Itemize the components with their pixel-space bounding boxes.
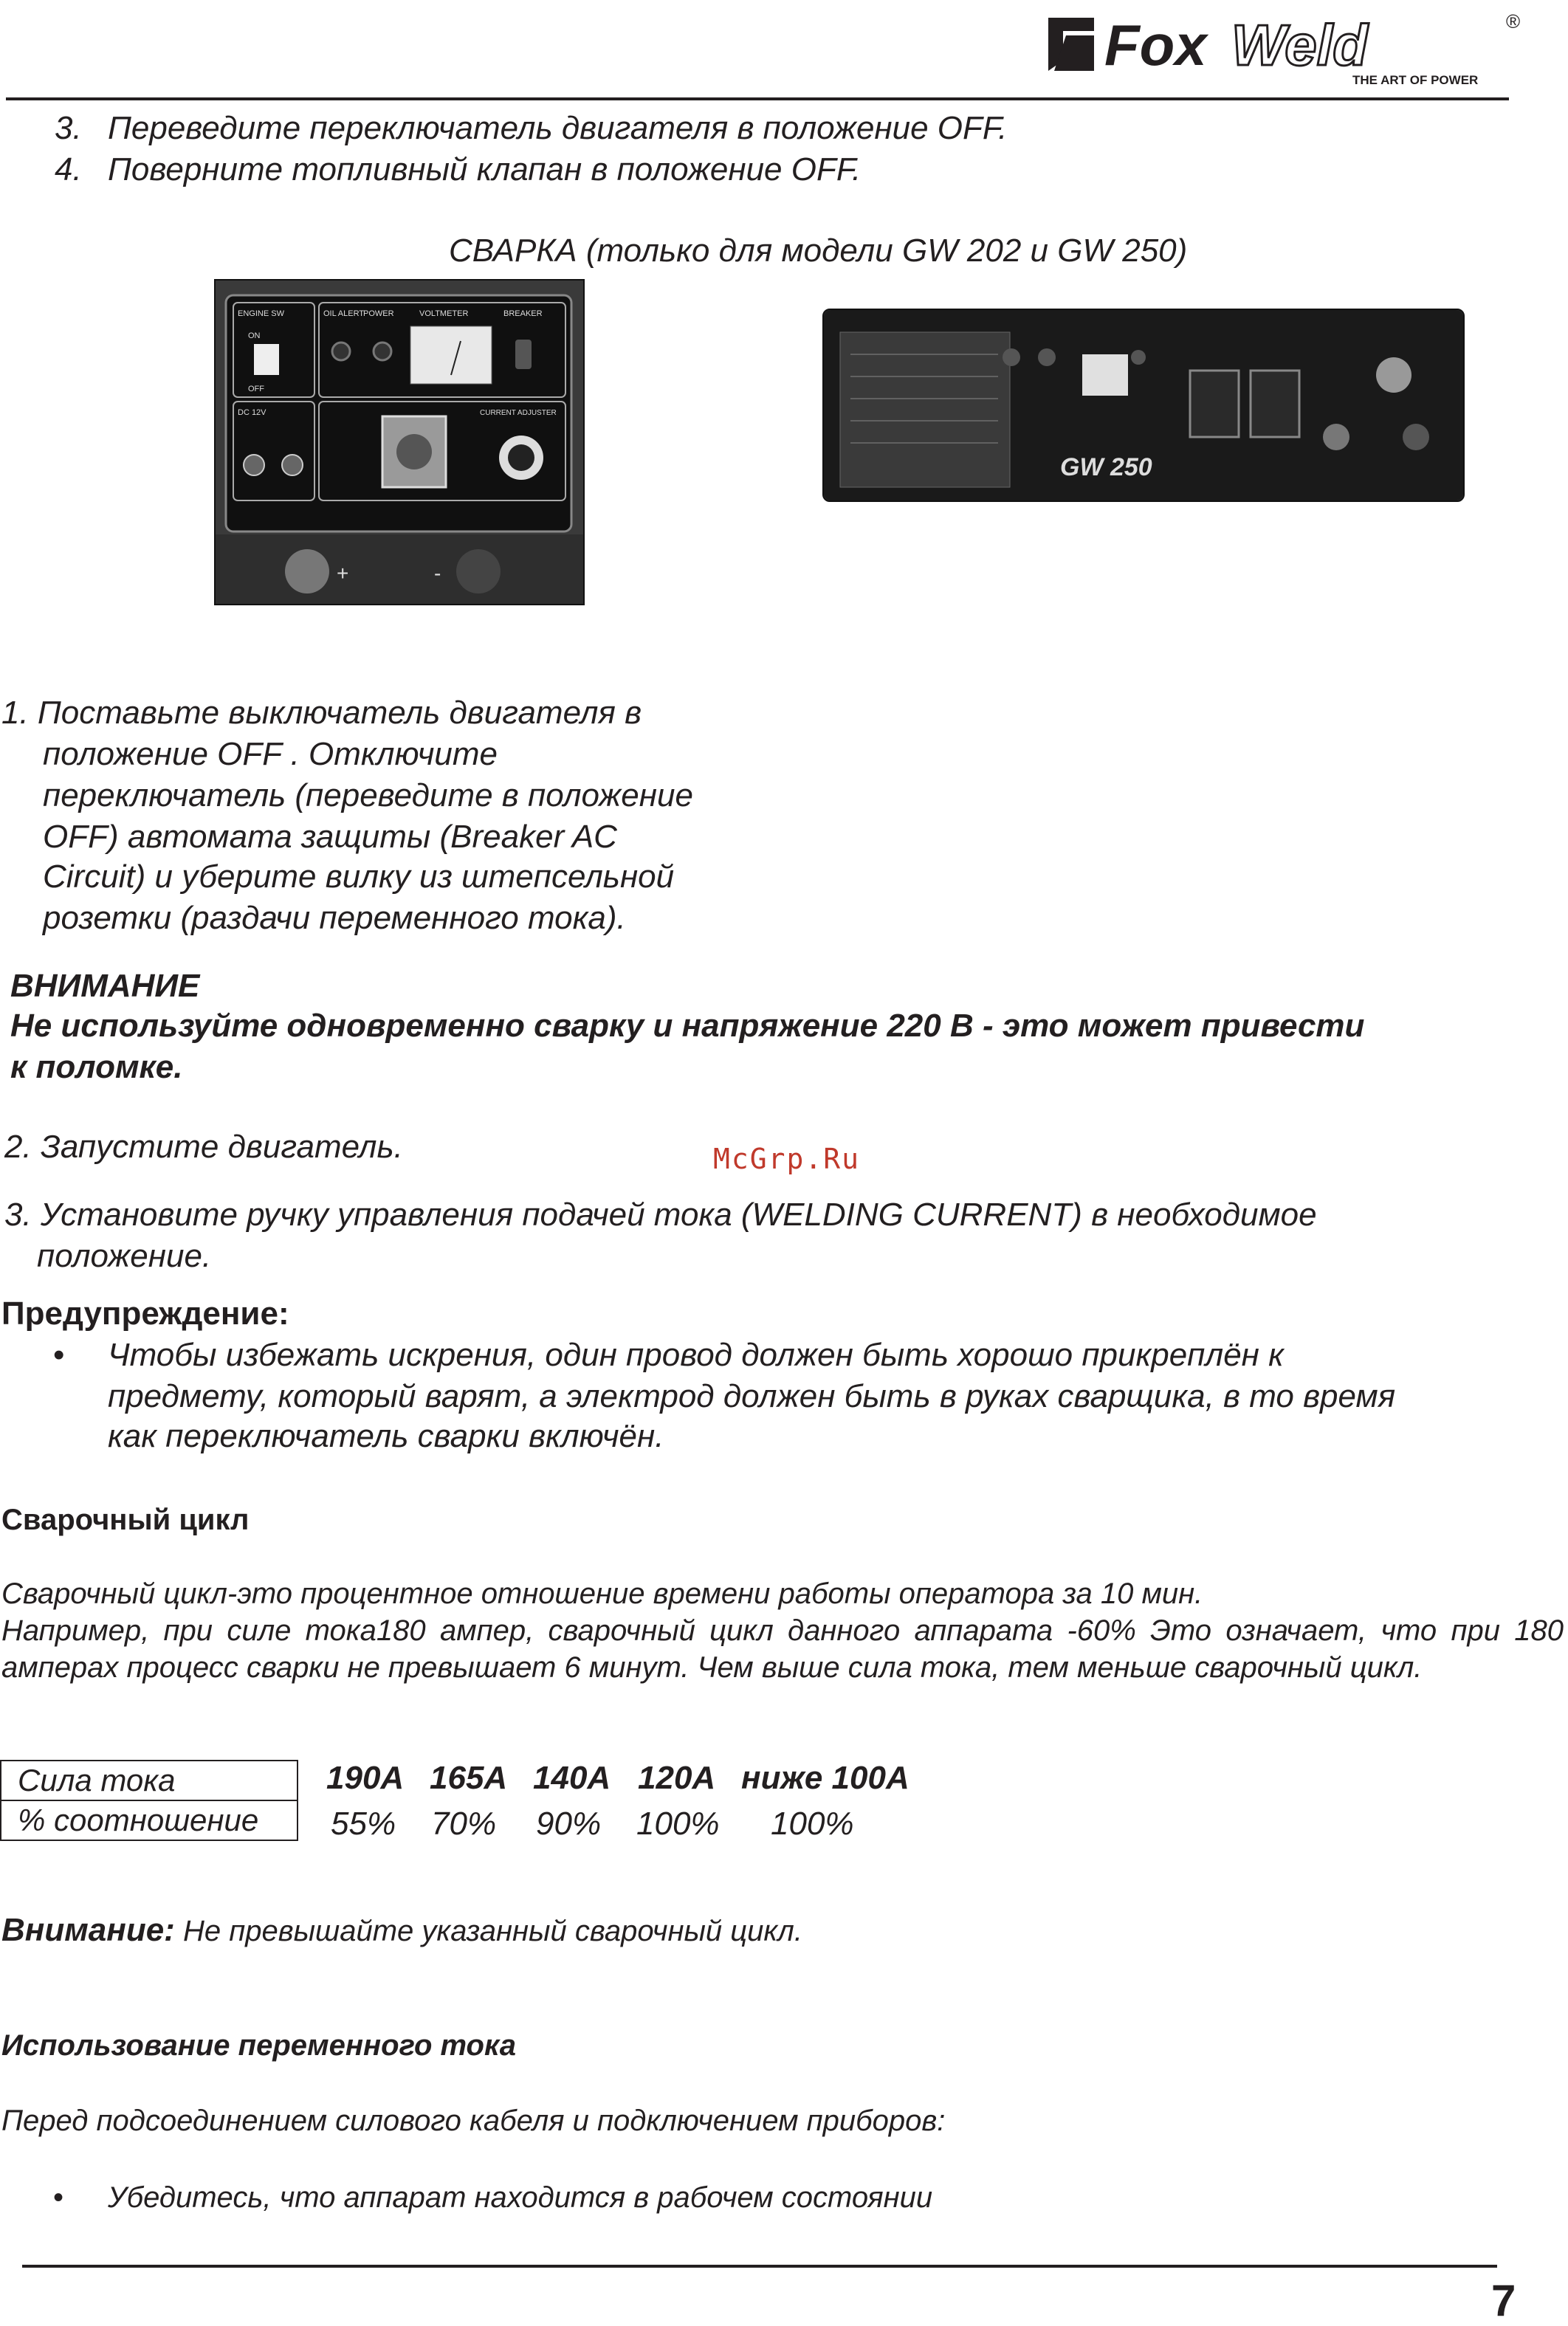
row-label-percent: % соотношение — [1, 1800, 297, 1840]
label-breaker: BREAKER — [503, 309, 543, 318]
gw250-model-label: GW 250 — [1060, 453, 1152, 481]
label-on: ON — [248, 331, 261, 340]
breaker-icon — [515, 340, 532, 369]
percent-55: 55% — [331, 1806, 396, 1842]
header-rule — [6, 97, 1509, 100]
watermark: McGrp.Ru — [713, 1143, 861, 1175]
label-oil-alert: OIL ALERT — [323, 309, 365, 318]
warning-line-2: предмету, который варят, а электрод должен быть в руках сварщика, в то время — [108, 1378, 1396, 1414]
label-power: POWER — [363, 309, 394, 318]
label-engine-sw: ENGINE SW — [238, 309, 284, 318]
weld-negative-terminal-icon — [456, 549, 501, 593]
current-140: 140A — [533, 1760, 611, 1796]
warning-title: Предупреждение: — [1, 1296, 289, 1332]
duty-cycle-title: Сварочный цикл — [1, 1504, 250, 1536]
engine-switch-icon — [254, 344, 279, 375]
step-1-line-2: положение OFF . Отключите — [43, 736, 498, 772]
label-weld-plus: + — [337, 562, 349, 585]
attention-line-1: Не используйте одновременно сварку и напряжение 220 В - это может привести — [10, 1008, 1365, 1044]
voltmeter-250-icon — [1082, 354, 1128, 396]
dc-negative-terminal-icon — [282, 455, 303, 475]
step-1-line-3: переключатель (переведите в положение — [43, 777, 693, 813]
page-number: 7 — [1491, 2276, 1516, 2325]
socket-1-icon — [1190, 371, 1239, 437]
terminal-minus-icon — [1403, 424, 1429, 450]
voltmeter-icon — [410, 326, 492, 384]
step-1-line-4: OFF) автомата защиты (Breaker AC — [43, 819, 617, 855]
duty-table-labels — [0, 1760, 298, 1841]
ac-usage-title: Использование переменного тока — [1, 2029, 516, 2062]
row-label-current: Сила тока — [18, 1763, 176, 1797]
percent-100-b: 100% — [771, 1806, 854, 1842]
step-3-off: 3. Переведите переключатель двигателя в положение OFF. — [55, 110, 1008, 146]
oil-alert-lamp-icon — [332, 343, 350, 360]
logo-word-fox: Fox — [1104, 13, 1207, 78]
footer-rule — [22, 2265, 1497, 2268]
step-3-line-1: 3. Установите ручку управления подачей тока (WELDING CURRENT) в необходимое — [4, 1197, 1317, 1233]
warning-line-3: как переключатель сварки включён. — [108, 1418, 664, 1454]
foxweld-logo-mark-icon — [1048, 18, 1094, 71]
ac-usage-intro: Перед подсоединением силового кабеля и подключением приборов: — [1, 2105, 946, 2137]
dc-positive-terminal-icon — [244, 455, 264, 475]
registered-mark: ® — [1506, 10, 1521, 32]
label-current-adjuster: CURRENT ADJUSTER — [480, 409, 557, 417]
step-4-fuel: 4. Поверните топливный клапан в положение OFF. — [55, 151, 862, 187]
current-knob-250-icon — [1376, 357, 1411, 393]
label-voltmeter: VOLTMETER — [419, 309, 469, 318]
current-120: 120A — [638, 1760, 716, 1796]
foxweld-logo — [1048, 9, 1521, 90]
gw250-panel-photo — [822, 309, 1465, 502]
step-1-line-5: Circuit) и уберите вилку из штепсельной — [43, 859, 675, 895]
label-weld-minus: - — [434, 562, 441, 585]
label-dc-12v: DC 12V — [238, 408, 267, 417]
logo-tagline: THE ART OF POWER — [1352, 73, 1479, 87]
current-165: 165A — [430, 1760, 508, 1796]
warning-bullet: • — [53, 1337, 65, 1373]
percent-70: 70% — [431, 1806, 497, 1842]
attention-title: ВНИМАНИЕ — [10, 968, 200, 1004]
current-below-100: ниже 100A — [741, 1760, 909, 1796]
notice-label: Внимание: — [1, 1912, 175, 1948]
attention-line-2: к поломке. — [10, 1049, 183, 1085]
ac-usage-item: Убедитесь, что аппарат находится в рабочем состоянии — [108, 2181, 933, 2214]
step-3-line-2: положение. — [37, 1238, 212, 1274]
warning-line-1: Чтобы избежать искрения, один провод должен быть хорошо прикреплён к — [108, 1337, 1284, 1373]
weld-positive-terminal-icon — [285, 549, 329, 593]
percent-90: 90% — [536, 1806, 602, 1842]
lamp-icon — [1003, 348, 1020, 366]
percent-100-a: 100% — [636, 1806, 720, 1842]
current-190: 190A — [326, 1760, 405, 1796]
power-lamp-icon — [374, 343, 391, 360]
instruction-plate-icon — [840, 332, 1010, 487]
terminal-plus-icon — [1323, 424, 1349, 450]
logo-word-weld: Weld — [1231, 13, 1368, 78]
welding-section-title: СВАРКА (только для модели GW 202 и GW 250) — [449, 233, 1188, 269]
step-2-start-engine: 2. Запустите двигатель. — [4, 1129, 403, 1165]
step-1-line-6: розетки (раздачи переменного тока). — [43, 900, 626, 936]
step-1-line-1: 1. Поставьте выключатель двигателя в — [1, 695, 642, 731]
duty-cycle-example: Например, при силе тока180 ампер, сварочный цикл данного аппарата -60% Это означает, что при 180 амперах процесс сварки не превышает 6 минут. Чем выше сила тока, тем меньше сварочный цикл. — [1, 1614, 1564, 1684]
label-off: OFF — [248, 385, 264, 393]
duty-cycle-notice — [1, 1912, 802, 1950]
duty-cycle-definition: Сварочный цикл-это процентное отношение времени работы оператора за 10 мин. — [1, 1577, 1203, 1610]
ac-usage-bullet: • — [53, 2181, 64, 2214]
socket-2-icon — [1251, 371, 1299, 437]
gw202-panel-photo — [214, 279, 585, 605]
notice-text: Не превышайте указанный сварочный цикл. — [174, 1915, 802, 1947]
